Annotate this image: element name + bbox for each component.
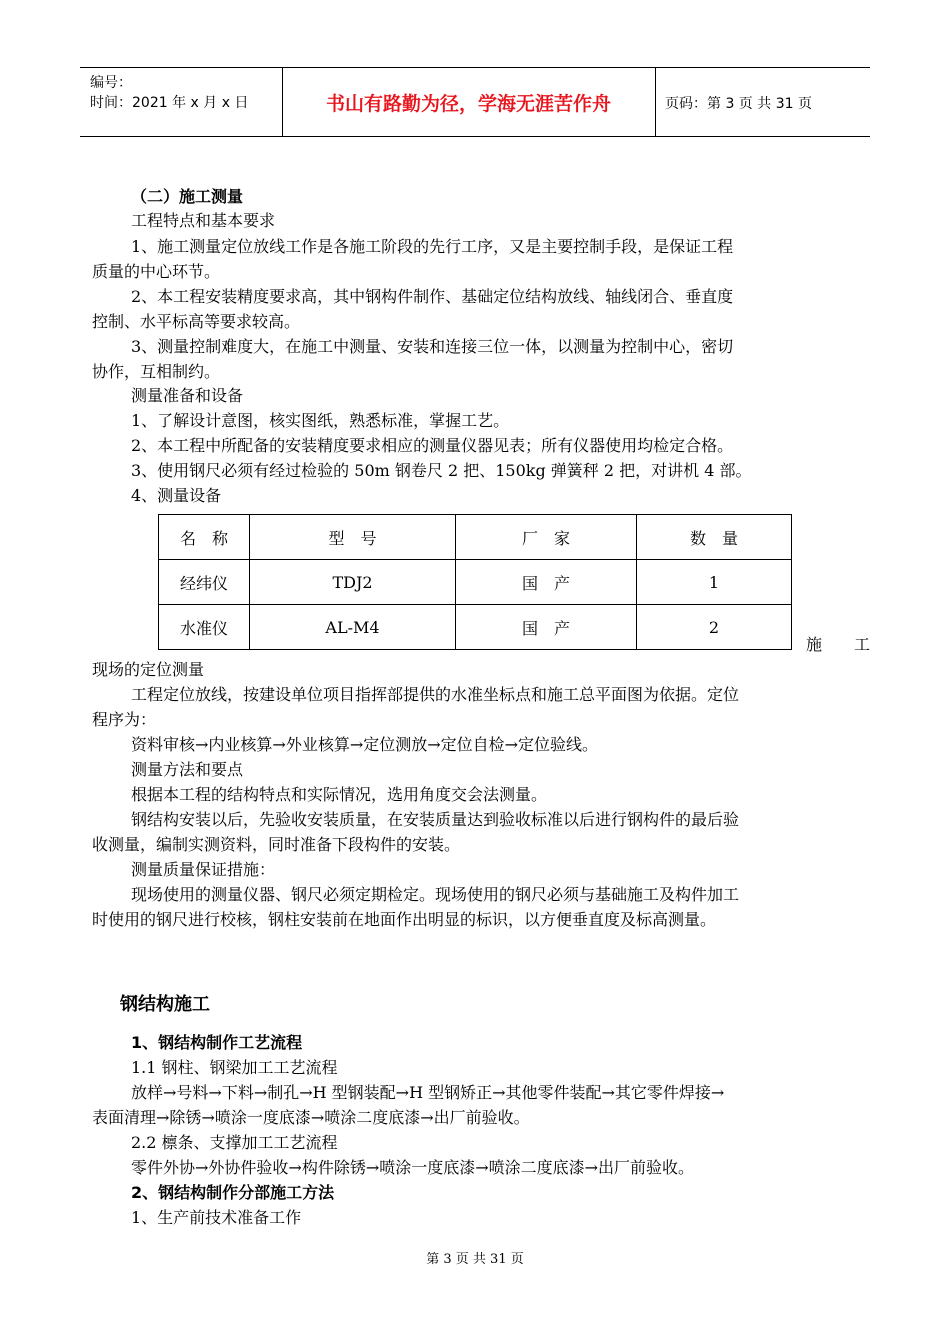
subheading: 现场的定位测量 xyxy=(92,660,205,679)
header-page-info: 页码：第 3 页 共 31 页 xyxy=(665,96,812,112)
table-header-row xyxy=(159,515,792,560)
paragraph-line: 3、使用钢尺必须有经过检验的 50m 钢卷尺 2 把、150kg 弹簧秤 2 把，对讲机 4 部。 xyxy=(131,461,752,480)
table-cell: 2 xyxy=(637,605,792,650)
paragraph-line: 零件外协→外协件验收→构件除锈→喷涂一度底漆→喷涂二度底漆→出厂前验收。 xyxy=(131,1158,695,1177)
paragraph-line: 现场使用的测量仪器、钢尺必须定期检定。现场使用的钢尺必须与基础施工及构件加工 xyxy=(131,885,740,904)
paragraph-line: 控制、水平标高等要求较高。 xyxy=(92,312,301,331)
paragraph-line: 根据本工程的结构特点和实际情况，选用角度交会法测量。 xyxy=(131,785,548,804)
subheading-bold: 1、钢结构制作工艺流程 xyxy=(131,1033,303,1052)
table-cell: 经纬仪 xyxy=(159,560,250,605)
paragraph-line: 钢结构安装以后，先验收安装质量，在安装质量达到验收标准以后进行钢构件的最后验 xyxy=(131,810,740,829)
paragraph-line: 1、施工测量定位放线工作是各施工阶段的先行工序，又是主要控制手段，是保证工程 xyxy=(131,237,734,256)
paragraph-line: 质量的中心环节。 xyxy=(92,262,221,281)
paragraph-line: 2、本工程安装精度要求高，其中钢构件制作、基础定位结构放线、轴线闭合、垂直度 xyxy=(131,287,734,306)
paragraph-line: 资料审核→内业核算→外业核算→定位测放→定位自检→定位验线。 xyxy=(131,735,599,754)
subheading: 测量方法和要点 xyxy=(131,760,244,779)
header-meta-cell xyxy=(80,68,283,136)
table-cell: 国 产 xyxy=(456,605,637,650)
equipment-table xyxy=(158,514,792,650)
paragraph-line: 1、了解设计意图，核实图纸，熟悉标准，掌握工艺。 xyxy=(131,411,510,430)
table-cell: 水准仪 xyxy=(159,605,250,650)
paragraph-line: 工程定位放线，按建设单位项目指挥部提供的水准坐标点和施工总平面图为依据。定位 xyxy=(131,685,740,704)
subheading-bold: 2、钢结构制作分部施工方法 xyxy=(131,1183,335,1202)
header-motto: 书山有路勤为径，学海无涯苦作舟 xyxy=(282,68,656,136)
paragraph-line: 4、测量设备 xyxy=(131,486,222,505)
table-cell: AL-M4 xyxy=(250,605,456,650)
subheading: 测量准备和设备 xyxy=(131,386,244,405)
after-table-text: 施 工 xyxy=(806,635,871,654)
subheading: 工程特点和基本要求 xyxy=(131,211,276,230)
paragraph-line: 协作，互相制约。 xyxy=(92,362,221,381)
table-header-cell: 厂 家 xyxy=(456,515,637,560)
table-header-cell: 数 量 xyxy=(637,515,792,560)
paragraph-line: 收测量，编制实测资料，同时准备下段构件的安装。 xyxy=(92,835,461,854)
date-label: 时间：2021 年 x 月 x 日 xyxy=(90,95,249,111)
page-footer: 第 3 页 共 31 页 xyxy=(426,1252,524,1267)
table-header-cell: 名 称 xyxy=(159,515,250,560)
subheading: 1.1 钢柱、钢梁加工工艺流程 xyxy=(131,1058,338,1077)
section-title: 钢结构施工 xyxy=(120,994,210,1015)
table-row xyxy=(159,605,792,650)
table-header-cell: 型 号 xyxy=(250,515,456,560)
subheading: 测量质量保证措施： xyxy=(131,860,276,879)
code-label: 编号： xyxy=(90,75,132,91)
paragraph-line: 2、本工程中所配备的安装精度要求相应的测量仪器见表；所有仪器使用均检定合格。 xyxy=(131,436,734,455)
paragraph-line: 1、生产前技术准备工作 xyxy=(131,1208,302,1227)
table-cell: 国 产 xyxy=(456,560,637,605)
table-cell: TDJ2 xyxy=(250,560,456,605)
paragraph-line: 程序为： xyxy=(92,710,157,729)
section-heading-survey: （二）施工测量 xyxy=(131,187,244,206)
table-row xyxy=(159,560,792,605)
subheading: 2.2 檩条、支撑加工工艺流程 xyxy=(131,1133,338,1152)
paragraph-line: 时使用的钢尺进行校核，钢柱安装前在地面作出明显的标识，以方便垂直度及标高测量。 xyxy=(92,910,717,929)
table-cell: 1 xyxy=(637,560,792,605)
paragraph-line: 3、测量控制难度大，在施工中测量、安装和连接三位一体，以测量为控制中心，密切 xyxy=(131,337,734,356)
paragraph-line: 表面清理→除锈→喷涂一度底漆→喷涂二度底漆→出厂前验收。 xyxy=(92,1108,530,1127)
paragraph-line: 放样→号料→下料→制孔→H 型钢装配→H 型钢矫正→其他零件装配→其它零件焊接→ xyxy=(131,1083,725,1102)
page-header xyxy=(80,67,870,137)
